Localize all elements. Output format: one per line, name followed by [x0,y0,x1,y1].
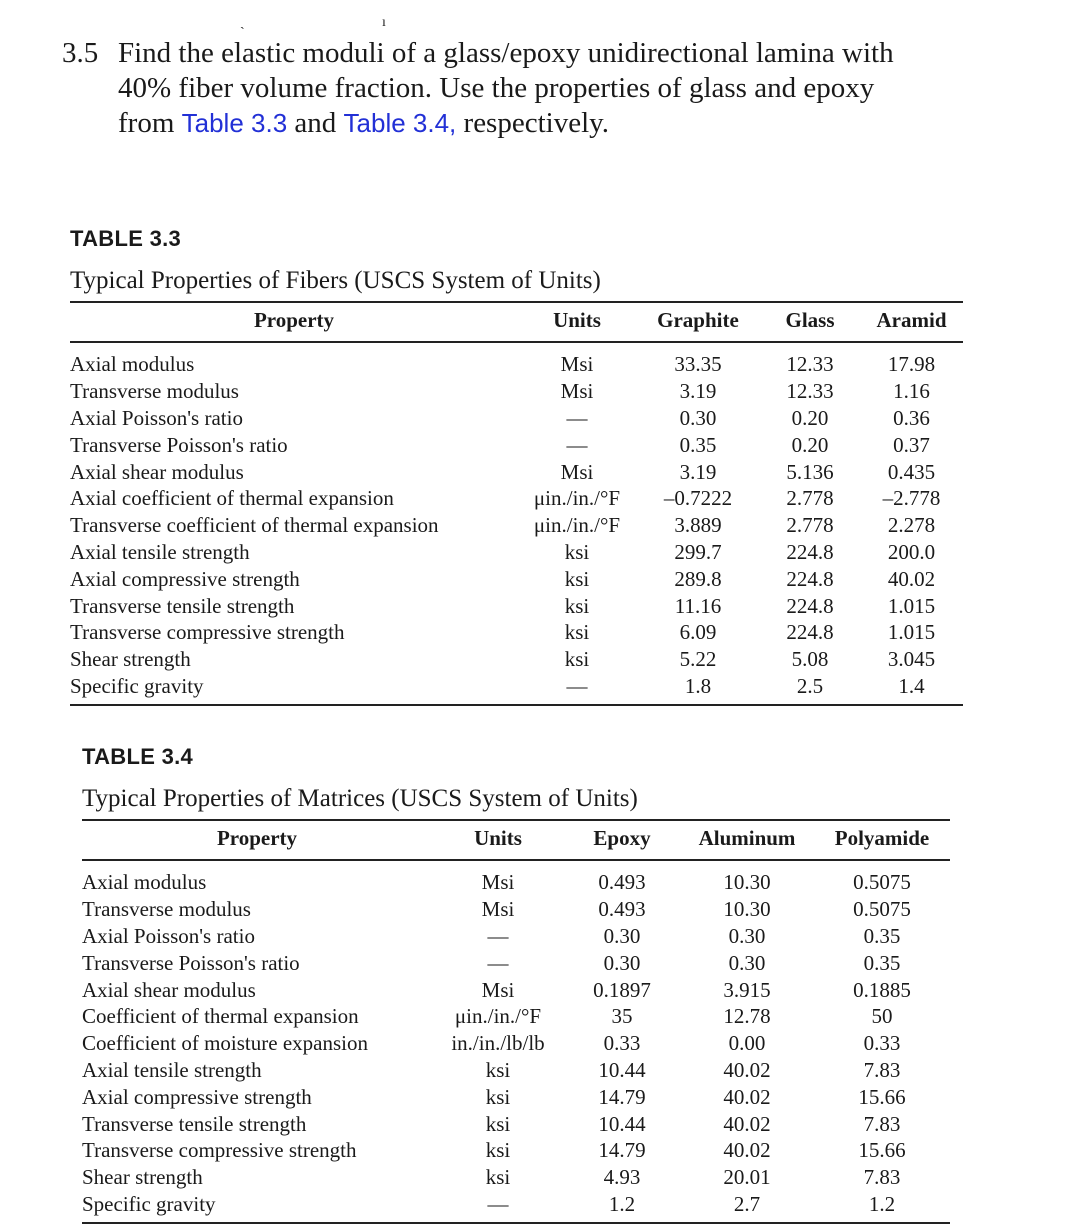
units-cell: μin./in./°F [454,1004,542,1029]
value-cell: 0.493 [598,897,646,922]
value-cell: 2.278 [887,513,936,538]
value-cell: 3.19 [679,459,717,484]
value-cell: 0.35 [863,950,901,975]
units-cell: Msi [560,352,594,377]
value-cell: 299.7 [674,539,722,564]
column-header: Units [518,302,636,342]
units-cell: ksi [564,620,590,645]
table-row [82,1110,950,1137]
column-header: Polyamide [814,820,950,860]
problem-line: from Table 3.3 and Table 3.4, respectively. [118,107,609,139]
value-cell: 12.33 [786,352,834,377]
value-cell: 14.79 [598,1138,646,1163]
property-cell: Specific gravity [70,673,204,698]
value-cell: 0.1897 [593,977,651,1002]
units-cell: — [487,1191,509,1216]
property-cell: Axial Poisson's ratio [70,405,243,430]
value-cell: 40.02 [723,1111,771,1136]
units-cell: ksi [485,1165,511,1190]
table-3-3 [70,226,963,706]
units-cell: μin./in./°F [533,486,621,511]
value-cell: 40.02 [723,1057,771,1082]
table-3-4 [82,744,950,1224]
value-cell: 2.5 [796,673,824,698]
units-cell: — [566,432,588,457]
value-cell: 15.66 [858,1138,906,1163]
value-cell: 0.30 [603,950,641,975]
table-label: TABLE 3.4 [82,744,194,769]
value-cell: 1.2 [868,1191,896,1216]
table-row [82,896,950,923]
property-cell: Axial shear modulus [82,977,256,1002]
units-cell: ksi [564,539,590,564]
value-cell: 7.83 [863,1111,901,1136]
value-cell: 4.93 [603,1165,641,1190]
value-cell: 10.30 [723,897,771,922]
table-row [82,1057,950,1084]
property-cell: Transverse compressive strength [70,620,345,645]
units-cell: ksi [485,1138,511,1163]
units-cell: ksi [485,1084,511,1109]
property-cell: Transverse compressive strength [82,1138,357,1163]
property-cell: Axial compressive strength [70,566,300,591]
property-cell: Coefficient of thermal expansion [82,1004,359,1029]
units-cell: Msi [560,459,594,484]
column-header: Aluminum [680,820,814,860]
value-cell: 289.8 [674,566,722,591]
units-cell: ksi [485,1111,511,1136]
value-cell: 12.33 [786,379,834,404]
value-cell: 0.30 [603,923,641,948]
value-cell: 2.778 [786,513,834,538]
problem-statement [62,36,1002,141]
value-cell: 1.16 [893,379,930,404]
property-cell: Shear strength [70,647,191,672]
value-cell: 40.02 [723,1138,771,1163]
value-cell: 1.8 [684,673,712,698]
table-row [82,860,950,896]
table-row [82,976,950,1003]
units-cell: μin./in./°F [533,513,621,538]
property-cell: Axial tensile strength [70,539,250,564]
value-cell: 10.44 [598,1057,646,1082]
value-cell: 5.08 [791,647,829,672]
table-row [82,1191,950,1224]
value-cell: 5.22 [679,647,717,672]
units-cell: — [487,950,509,975]
stray-mark: ı [382,15,386,30]
value-cell: 0.33 [603,1031,641,1056]
value-cell: 20.01 [723,1165,771,1190]
property-cell: Transverse tensile strength [70,593,295,618]
value-cell: 3.045 [887,647,936,672]
value-cell: 50 [871,1004,893,1029]
table-label: TABLE 3.3 [70,226,182,251]
table-row [70,458,963,485]
column-header: Graphite [636,302,760,342]
units-cell: ksi [485,1057,511,1082]
value-cell: 3.19 [679,379,717,404]
value-cell: 35 [611,1004,633,1029]
property-cell: Coefficient of moisture expansion [82,1031,368,1056]
table-title: Typical Properties of Matrices (USCS System of Units) [82,785,638,812]
property-cell: Axial tensile strength [82,1057,262,1082]
value-cell: 3.889 [674,513,722,538]
top-edge-marks [0,0,1068,40]
value-cell: 40.02 [723,1084,771,1109]
table-row [82,923,950,950]
units-cell: in./in./lb/lb [451,1031,545,1056]
column-header: Property [82,820,432,860]
problem-line: Find the elastic moduli of a glass/epoxy unidirectional lamina with [118,37,894,69]
value-cell: 0.30 [728,923,766,948]
value-cell: 0.435 [887,459,936,484]
value-cell: 7.83 [863,1165,901,1190]
units-cell: — [487,923,509,948]
units-cell: Msi [481,977,515,1002]
table-row [82,1164,950,1191]
value-cell: 33.35 [674,352,722,377]
units-cell: — [566,405,588,430]
value-cell: 200.0 [887,539,936,564]
table-row [82,1137,950,1164]
value-cell: 40.02 [887,566,936,591]
value-cell: 0.36 [893,405,930,430]
property-cell: Shear strength [82,1165,203,1190]
value-cell: 1.2 [608,1191,636,1216]
value-cell: 0.20 [791,432,829,457]
value-cell: 12.78 [723,1004,771,1029]
value-cell: 3.915 [723,977,771,1002]
value-cell: 6.09 [679,620,717,645]
table-row [70,485,963,512]
property-cell: Transverse modulus [82,897,251,922]
value-cell: 224.8 [786,620,834,645]
value-cell: 17.98 [887,352,936,377]
problem-text [118,36,1002,141]
column-header: Property [70,302,518,342]
table-row [70,565,963,592]
table-row [82,949,950,976]
value-cell: 7.83 [863,1057,901,1082]
value-cell: 0.5075 [853,870,911,895]
property-cell: Axial shear modulus [70,459,244,484]
column-header: Glass [760,302,860,342]
property-cell: Axial compressive strength [82,1084,312,1109]
property-cell: Transverse Poisson's ratio [82,950,300,975]
value-cell: 0.35 [679,432,717,457]
value-cell: 10.30 [723,870,771,895]
table-3-3-link[interactable]: Table 3.3 [181,108,288,138]
matrix-properties-table [82,819,950,1224]
table-row [70,512,963,539]
property-cell: Transverse modulus [70,379,239,404]
table-row [82,1003,950,1030]
problem-number: 3.5 [62,37,99,69]
column-header: Aramid [860,302,963,342]
table-row [70,619,963,646]
units-cell: Msi [481,870,515,895]
value-cell: –2.778 [882,486,941,511]
units-cell: — [566,673,588,698]
property-cell: Transverse Poisson's ratio [70,432,288,457]
units-cell: Msi [481,897,515,922]
value-cell: 11.16 [674,593,722,618]
units-cell: ksi [564,593,590,618]
property-cell: Axial Poisson's ratio [82,923,255,948]
value-cell: 0.37 [893,432,930,457]
table-row [70,592,963,619]
fiber-properties-table [70,301,963,706]
table-row [82,1083,950,1110]
table-row [70,539,963,566]
property-cell: Axial coefficient of thermal expansion [70,486,394,511]
table-row [70,646,963,673]
units-cell: Msi [560,379,594,404]
value-cell: 0.33 [863,1031,901,1056]
value-cell: 0.1885 [853,977,911,1002]
property-cell: Axial modulus [82,870,207,895]
value-cell: 224.8 [786,566,834,591]
table-title: Typical Properties of Fibers (USCS System of Units) [70,267,601,294]
table-row [70,431,963,458]
value-cell: 5.136 [786,459,834,484]
value-cell: 0.493 [598,870,646,895]
value-cell: 2.7 [733,1191,761,1216]
value-cell: 224.8 [786,539,834,564]
units-cell: ksi [564,647,590,672]
problem-line: 40% fiber volume fraction. Use the properties of glass and epoxy [118,72,875,104]
table-row [82,1030,950,1057]
property-cell: Specific gravity [82,1191,216,1216]
table-row [70,378,963,405]
property-cell: Axial modulus [70,352,195,377]
table-row [70,673,963,706]
column-header: Epoxy [564,820,680,860]
value-cell: 10.44 [598,1111,646,1136]
property-cell: Transverse coefficient of thermal expansion [70,513,439,538]
value-cell: 0.35 [863,923,901,948]
value-cell: 2.778 [786,486,834,511]
value-cell: 1.015 [887,593,936,618]
property-cell: Transverse tensile strength [82,1111,307,1136]
value-cell: –0.7222 [663,486,733,511]
value-cell: 1.4 [898,673,925,698]
value-cell: 224.8 [786,593,834,618]
stray-mark: ˏ [240,15,245,30]
value-cell: 0.30 [679,405,717,430]
table-row [70,342,963,378]
units-cell: ksi [564,566,590,591]
value-cell: 1.015 [887,620,936,645]
value-cell: 0.20 [791,405,829,430]
table-row [70,405,963,432]
value-cell: 15.66 [858,1084,906,1109]
table-3-4-link[interactable]: Table 3.4, [343,108,457,138]
column-header: Units [432,820,564,860]
value-cell: 0.30 [728,950,766,975]
value-cell: 0.5075 [853,897,911,922]
value-cell: 14.79 [598,1084,646,1109]
value-cell: 0.00 [728,1031,766,1056]
